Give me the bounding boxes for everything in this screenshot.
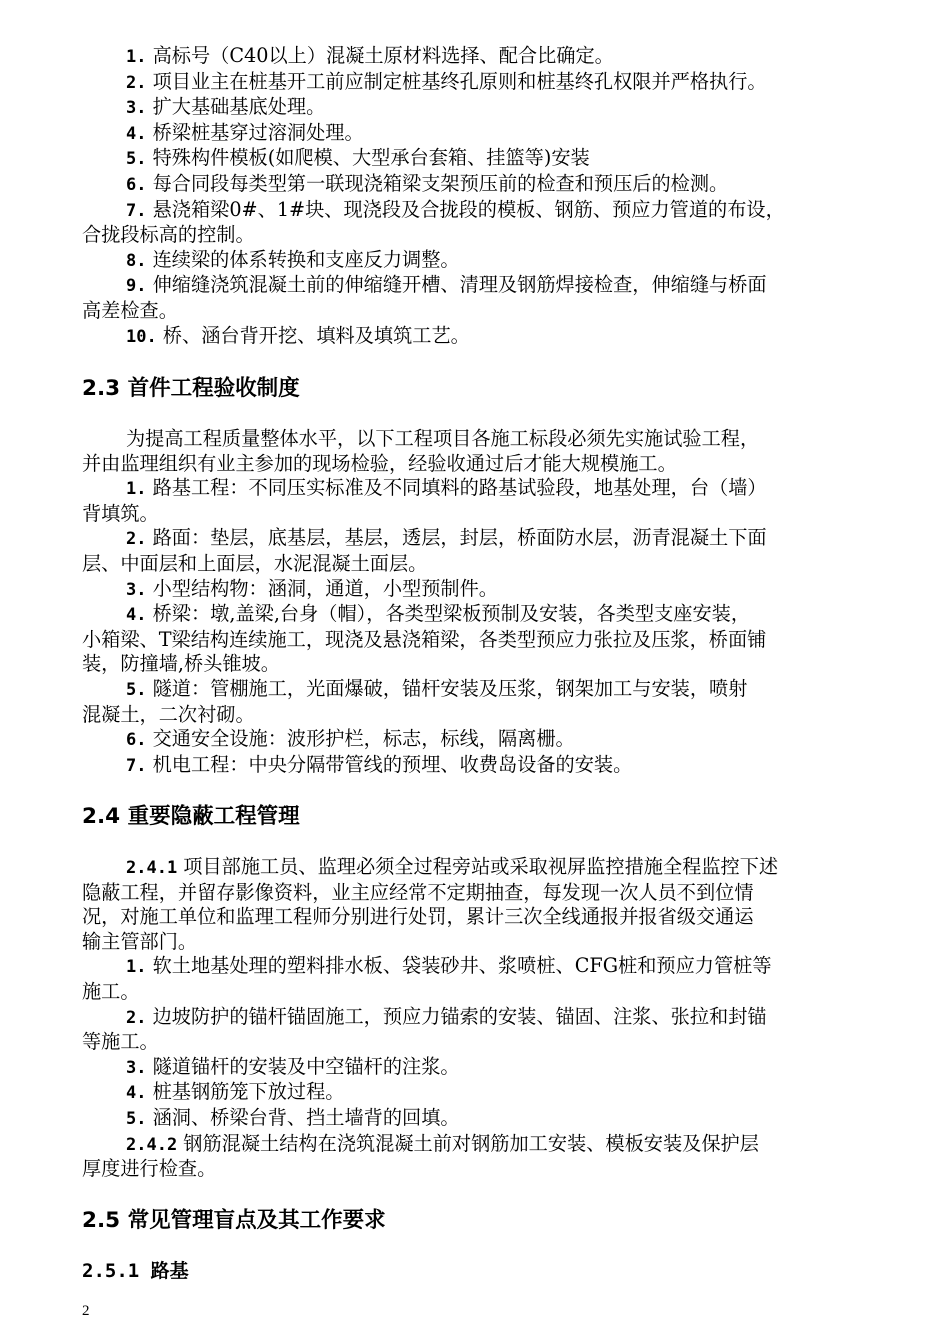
heading-2-4: 2.4 重要隐蔽工程管理 [82, 804, 300, 829]
list-item-line [82, 198, 882, 224]
list-item-number: 2. [126, 1007, 147, 1028]
list-item-number: 1. [126, 479, 147, 500]
section-2-4-body [82, 855, 882, 1182]
list-item-line [82, 652, 882, 677]
paragraph-text: 厚度进行检查。 [82, 1157, 217, 1181]
paragraph-text: 项目部施工员、监理必须全过程旁站或采取视屏监控措施全程监控下述 [183, 855, 779, 878]
list-item-number: 1. [126, 957, 147, 978]
list-item-line [82, 223, 882, 248]
list-item-line [82, 677, 882, 703]
list-item-number: 5. [126, 1108, 147, 1129]
list-item-number: 5. [126, 149, 147, 170]
list-item-line [82, 1055, 882, 1081]
list-item-text: 隧道锚杆的安装及中空锚杆的注浆。 [152, 1054, 460, 1078]
list-item-line [82, 753, 882, 779]
list-item-line [82, 146, 882, 172]
list-item-number: 6. [126, 730, 147, 751]
list-item-number: 2. [126, 72, 147, 93]
list-item-line [82, 299, 882, 324]
list-item-text: 特殊构件模板(如爬模、大型承台套箱、挂篮等)安装 [152, 146, 590, 170]
list-item-text: 每合同段每类型第一联现浇箱梁支架预压前的检查和预压后的检测。 [152, 171, 729, 195]
list-item-line [82, 526, 882, 552]
list-item-text: 扩大基础基底处理。 [152, 95, 326, 119]
heading-2-5-1 [82, 1258, 189, 1284]
list-item-line [82, 577, 882, 603]
list-item-text: 混凝土，二次衬砌。 [82, 702, 255, 726]
list-item-line [82, 980, 882, 1005]
list-item-line [82, 727, 882, 753]
list-item-line [82, 703, 882, 728]
list-item-text: 桥、涵台背开挖、填料及填筑工艺。 [162, 323, 470, 347]
list-item-text: 等施工。 [82, 1030, 159, 1054]
list-item-line [82, 1080, 882, 1106]
paragraph-line [82, 905, 882, 930]
list-item-line [82, 172, 882, 198]
list-item-line [82, 248, 882, 274]
list-item-number: 7. [126, 200, 147, 221]
paragraph-line [82, 1132, 882, 1158]
page-number: 2 [82, 1303, 90, 1319]
list-item-line [82, 1030, 882, 1055]
paragraph-text: 输主管部门。 [82, 929, 198, 953]
list-item-text: 隧道：管棚施工，光面爆破，锚杆安装及压浆，钢架加工与安装，喷射 [152, 676, 748, 700]
list-item-line [82, 476, 882, 502]
list-item-text: 合拢段标高的控制。 [82, 223, 255, 247]
list-item-number: 4. [126, 1083, 147, 1104]
list-item-text: 施工。 [82, 979, 140, 1003]
list-item-text: 交通安全设施：波形护栏，标志，标线，隔离栅。 [152, 727, 575, 751]
list-item-line [82, 273, 882, 299]
list-item-line [82, 1005, 882, 1031]
list-item-line [82, 502, 882, 527]
list-item-text: 边坡防护的锚杆锚固施工，预应力锚索的安装、锚固、注浆、张拉和封锚 [152, 1004, 767, 1028]
paragraph-line [82, 1157, 882, 1182]
paragraph-line [82, 427, 882, 452]
list-item-line [82, 44, 882, 70]
heading-2-5-1-title: 路基 [150, 1260, 189, 1282]
list-item-number: 2. [126, 529, 147, 550]
list-item-text: 软土地基处理的塑料排水板、袋装砂井、浆喷桩、CFG桩和预应力管桩等 [152, 954, 772, 978]
list-item-number: 5. [126, 679, 147, 700]
list-item-number: 4. [126, 123, 147, 144]
section-2-3-body [82, 427, 882, 778]
paragraph-text: 为提高工程质量整体水平，以下工程项目各施工标段必须先实施试验工程， [126, 427, 760, 450]
list-item-line [82, 121, 882, 147]
list-item-line [82, 324, 882, 350]
paragraph-number: 2.4.1 [126, 858, 178, 878]
list-item-text: 伸缩缝浇筑混凝土前的伸缩缝开槽、清理及钢筋焊接检查，伸缩缝与桥面 [152, 273, 767, 297]
list-item-number: 6. [126, 174, 147, 195]
list-item-line [82, 954, 882, 980]
list-item-text: 路基工程：不同压实标准及不同填料的路基试验段，地基处理，台（墙） [152, 476, 767, 500]
list-item-text: 小箱梁、T梁结构连续施工，现浇及悬浇箱梁，各类型预应力张拉及压浆，桥面铺 [82, 627, 767, 651]
heading-2-5: 2.5 常见管理盲点及其工作要求 [82, 1208, 386, 1233]
paragraph-line [82, 452, 882, 477]
list-2-2 [82, 44, 882, 349]
list-item-text: 桥梁：墩,盖梁,台身（帽），各类型梁板预制及安装，各类型支座安装， [152, 602, 751, 626]
paragraph-line [82, 930, 882, 955]
list-item-text: 小型结构物：涵洞，通道，小型预制件。 [152, 576, 498, 600]
list-item-number: 1. [126, 47, 147, 67]
list-item-number: 3. [126, 1057, 147, 1078]
list-item-line [82, 70, 882, 96]
list-item-text: 装，防撞墙,桥头锥坡。 [82, 652, 280, 676]
list-item-number: 3. [126, 579, 147, 600]
list-item-text: 桩基钢筋笼下放过程。 [152, 1080, 345, 1104]
paragraph-line [82, 855, 882, 881]
list-item-number: 10. [126, 326, 157, 347]
list-item-number: 3. [126, 98, 147, 119]
list-item-text: 悬浇箱梁0#、1#块、现浇段及合拢段的模板、钢筋、预应力管道的布设， [152, 197, 785, 221]
list-item-text: 连续梁的体系转换和支座反力调整。 [152, 247, 460, 271]
list-item-line [82, 552, 882, 577]
heading-2-3: 2.3 首件工程验收制度 [82, 376, 300, 401]
heading-2-5-1-number: 2.5.1 [82, 1260, 140, 1282]
list-item-number: 7. [126, 755, 147, 776]
list-item-line [82, 602, 882, 628]
paragraph-number: 2.4.2 [126, 1134, 178, 1155]
list-item-text: 层、中面层和上面层，水泥混凝土面层。 [82, 551, 428, 575]
list-item-text: 高差检查。 [82, 298, 178, 322]
list-item-text: 高标号（C40以上）混凝土原材料选择、配合比确定。 [152, 44, 614, 67]
list-item-line [82, 628, 882, 653]
list-item-text: 涵洞、桥梁台背、挡土墙背的回填。 [152, 1105, 460, 1129]
list-item-number: 4. [126, 605, 147, 626]
list-item-text: 背填筑。 [82, 501, 159, 525]
list-item-number: 9. [126, 276, 147, 297]
paragraph-text: 钢筋混凝土结构在浇筑混凝土前对钢筋加工安装、模板安装及保护层 [183, 1131, 759, 1155]
list-item-text: 项目业主在桩基开工前应制定桩基终孔原则和桩基终孔权限并严格执行。 [152, 69, 767, 93]
list-item-line [82, 1106, 882, 1132]
paragraph-line [82, 881, 882, 906]
paragraph-text: 隐蔽工程，并留存影像资料，业主应经常不定期抽查，每发现一次人员不到位情 [82, 880, 754, 904]
list-item-number: 8. [126, 250, 147, 271]
list-item-text: 路面：垫层，底基层，基层，透层，封层，桥面防水层，沥青混凝土下面 [152, 526, 767, 550]
list-item-text: 桥梁桩基穿过溶洞处理。 [152, 120, 364, 144]
paragraph-text: 况，对施工单位和监理工程师分别进行处罚，累计三次全线通报并报省级交通运 [82, 905, 754, 929]
paragraph-text: 并由监理组织有业主参加的现场检验，经验收通过后才能大规模施工。 [82, 451, 677, 475]
list-item-line [82, 95, 882, 121]
list-item-text: 机电工程：中央分隔带管线的预埋、收费岛设备的安装。 [152, 752, 633, 776]
